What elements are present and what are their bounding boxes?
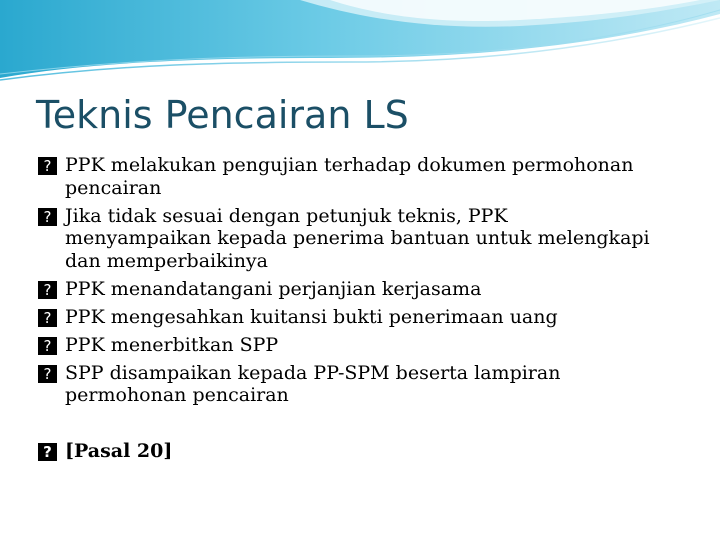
bullet-list bbox=[38, 154, 658, 468]
bullet-marker-icon: ? bbox=[38, 281, 57, 299]
bullet-spacer bbox=[38, 412, 658, 440]
bullet-text: PPK mengesahkan kuitansi bukti penerimaan uang bbox=[65, 305, 558, 328]
bullet-marker-icon: ? bbox=[38, 309, 57, 327]
bullet-text: PPK melakukan pengujian terhadap dokumen permohonan pencairan bbox=[65, 154, 634, 199]
bullet-item bbox=[38, 334, 658, 357]
bullet-marker-icon: ? bbox=[38, 337, 57, 355]
bullet-text: PPK menerbitkan SPP bbox=[65, 333, 279, 356]
bullet-item bbox=[38, 154, 658, 199]
reference-text: [Pasal 20] bbox=[65, 440, 173, 462]
bullet-marker-icon: ? bbox=[38, 365, 57, 383]
bullet-item bbox=[38, 362, 658, 407]
bullet-text: Jika tidak sesuai dengan petunjuk teknis, PPK menyampaikan kepada penerima bantuan untuk melengkapi dan memperbaikinya bbox=[65, 204, 650, 272]
bullet-item bbox=[38, 306, 658, 329]
bullet-text: PPK menandatangani perjanjian kerjasama bbox=[65, 277, 482, 300]
bullet-marker-icon: ? bbox=[38, 208, 57, 226]
reference-item bbox=[38, 440, 658, 463]
bullet-item bbox=[38, 205, 658, 273]
bullet-item bbox=[38, 278, 658, 301]
bullet-marker-icon: ? bbox=[38, 157, 57, 175]
slide-title: Teknis Pencairan LS bbox=[36, 93, 409, 137]
header-wave-decoration bbox=[0, 0, 720, 90]
bullet-text: SPP disampaikan kepada PP-SPM beserta lampiran permohonan pencairan bbox=[65, 361, 561, 406]
bullet-marker-icon: ? bbox=[38, 443, 57, 461]
